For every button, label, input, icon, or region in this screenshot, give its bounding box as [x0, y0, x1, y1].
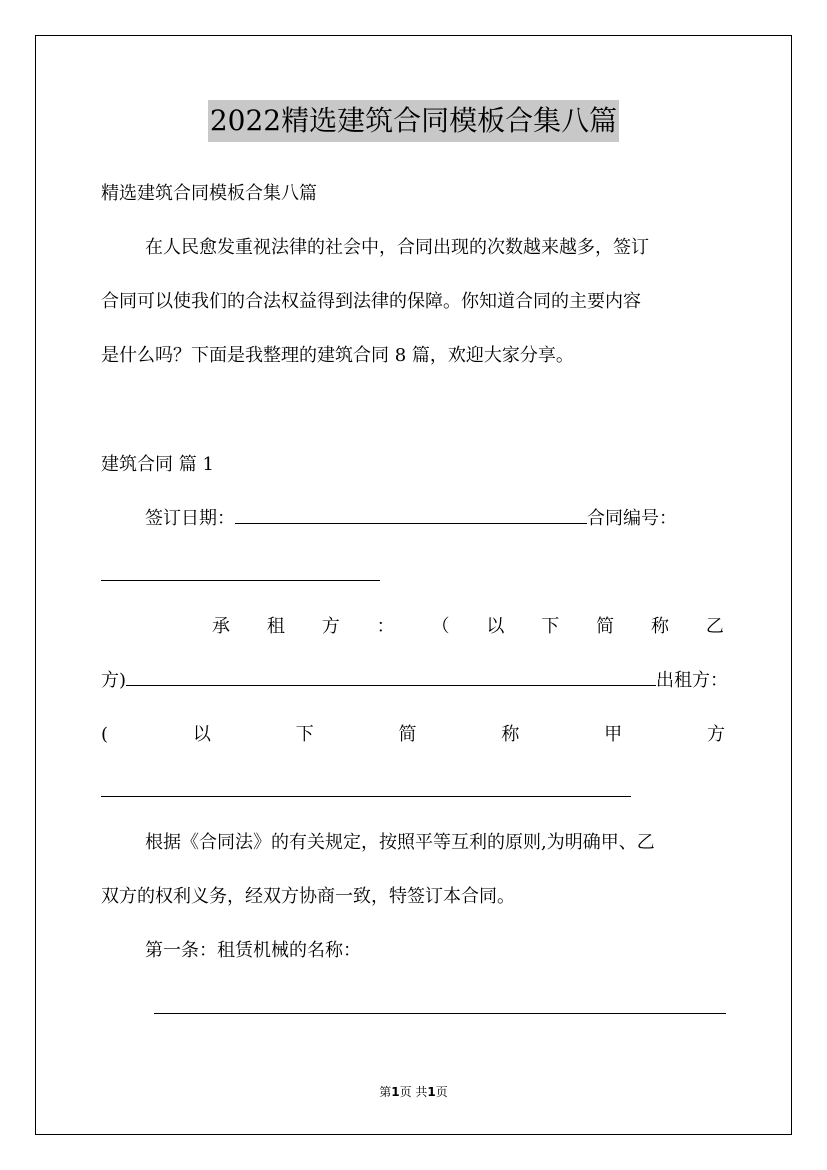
article-one: 第一条：租赁机械的名称：	[145, 940, 361, 961]
lessee-char: 承	[212, 616, 230, 637]
lessee-char: ：	[376, 616, 395, 637]
basis-line-2: 双方的权利义务，经双方协商一致，特签订本合同。	[101, 886, 515, 907]
lessee-blank	[126, 669, 656, 686]
footer-mid: 页 共	[399, 1085, 428, 1099]
lessee-row	[212, 614, 724, 640]
footer-page-number: 1	[391, 1085, 400, 1099]
footer-total-pages: 1	[427, 1085, 436, 1099]
lessor-char: 下	[295, 724, 314, 745]
intro-line-2: 合同可以使我们的合法权益得到法律的保障。你知道合同的主要内容	[101, 291, 641, 312]
intro-line-1: 在人民愈发重视法律的社会中，合同出现的次数越来越多，签订	[145, 237, 649, 258]
subtitle: 精选建筑合同模板合集八篇	[101, 183, 317, 204]
article-one-blank	[154, 1013, 726, 1014]
lessor-char: 方	[707, 724, 725, 745]
lessor-char: 称	[501, 724, 520, 745]
lessor-char: 简	[398, 724, 417, 745]
lessee-char: 方	[321, 616, 340, 637]
sign-date-blank	[235, 507, 587, 524]
footer-suffix: 页	[435, 1085, 448, 1099]
section-heading: 建筑合同 篇 1	[101, 454, 214, 475]
lessor-blank	[101, 796, 631, 797]
footer-prefix: 第	[379, 1085, 392, 1099]
lessor-char: 以	[192, 724, 211, 745]
lessee-char: 乙	[705, 616, 724, 637]
lessor-label: 出租方：	[656, 670, 729, 691]
lessee-char: 下	[541, 616, 560, 637]
lessee-char: 以	[486, 616, 505, 637]
lessee-lessor-row	[101, 668, 728, 694]
lessee-char: 租	[266, 616, 285, 637]
intro-line-3: 是什么吗？下面是我整理的建筑合同 8 篇，欢迎大家分享。	[101, 345, 574, 366]
page-footer	[0, 1083, 827, 1101]
sign-date-label: 签订日期：	[145, 508, 235, 529]
lessee-char: 简	[596, 616, 615, 637]
sign-date-row	[145, 506, 677, 532]
contract-no-blank	[101, 580, 380, 581]
lessor-char: 甲	[604, 724, 623, 745]
lessee-char: （	[431, 616, 450, 637]
lessor-char: (	[101, 724, 109, 745]
contract-no-label: 合同编号：	[587, 508, 677, 529]
lessee-char: 称	[651, 616, 669, 637]
title-container	[0, 100, 827, 142]
lessee-tail: 方)	[101, 670, 127, 691]
document-title: 2022精选建筑合同模板合集八篇	[208, 100, 619, 142]
basis-line-1: 根据《合同法》的有关规定，按照平等互利的原则,为明确甲、乙	[145, 832, 655, 853]
lessor-row	[101, 722, 725, 748]
